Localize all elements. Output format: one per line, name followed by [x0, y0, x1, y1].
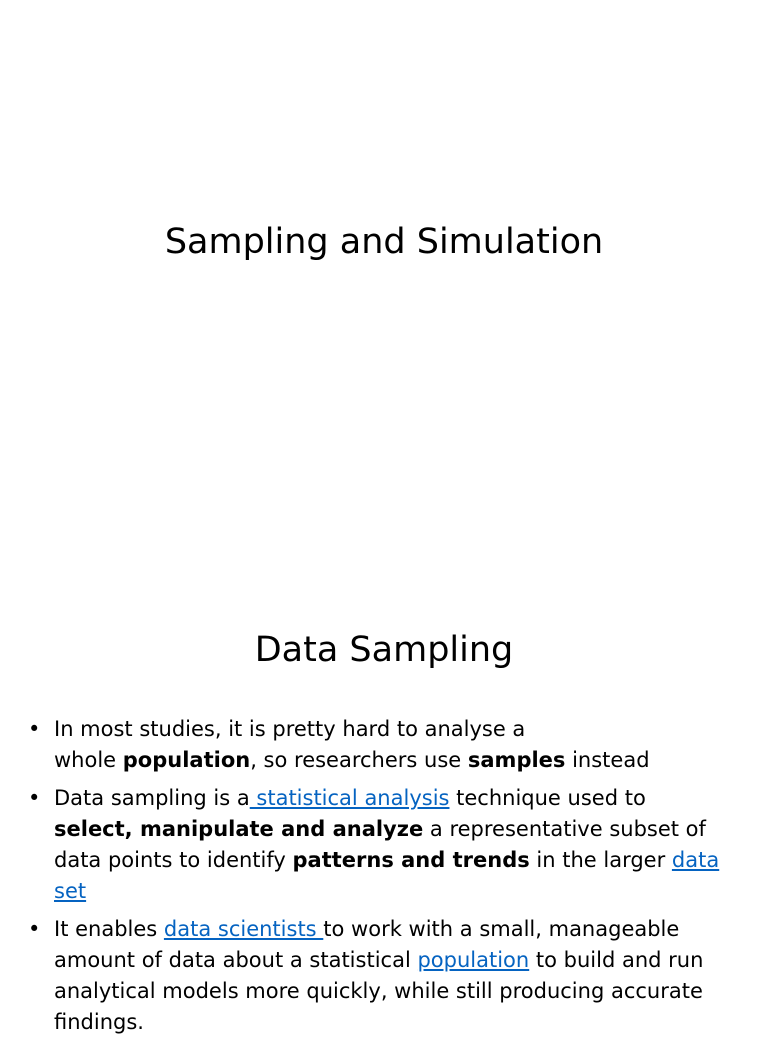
bullet-icon: • — [28, 786, 41, 810]
bullet-item-2 — [28, 783, 748, 907]
bullet-text: technique used to — [449, 786, 646, 810]
bullet-text: In most studies, it is pretty hard to analyse a — [54, 717, 526, 741]
statistical-analysis-link[interactable]: statistical analysis — [249, 786, 450, 810]
bullet-item-1 — [28, 714, 748, 776]
bold-term: select, manipulate and analyze — [54, 817, 424, 841]
bullet-list — [28, 714, 748, 1045]
presentation-title: Sampling and Simulation — [164, 222, 604, 262]
population-link[interactable]: population — [417, 948, 530, 972]
bold-term: patterns and trends — [292, 848, 530, 872]
bold-term: samples — [467, 748, 566, 772]
data-scientists-link[interactable]: data scientists — [163, 917, 324, 941]
slide-data-sampling — [0, 576, 768, 1034]
bullet-text: whole — [54, 748, 123, 772]
slide-heading: Data Sampling — [254, 630, 514, 670]
bullet-icon: • — [28, 717, 41, 741]
data-set-link[interactable]: data set — [54, 848, 720, 903]
bullet-text: a representative subset of data points to identify — [54, 817, 706, 872]
bullet-text: It enables — [54, 917, 164, 941]
bullet-item-3 — [28, 914, 748, 1038]
bullet-text: instead — [565, 748, 650, 772]
bullet-text: , so researchers use — [250, 748, 468, 772]
bold-term: population — [122, 748, 251, 772]
bullet-icon: • — [28, 917, 41, 941]
bullet-text: Data sampling is a — [54, 786, 250, 810]
bullet-text: in the larger — [529, 848, 672, 872]
bullet-text: to build and run analytical models more quickly, while still producing accurate findings. — [54, 948, 704, 1034]
bullet-text: to work with a small, manageable amount of data about a statistical — [54, 917, 680, 972]
